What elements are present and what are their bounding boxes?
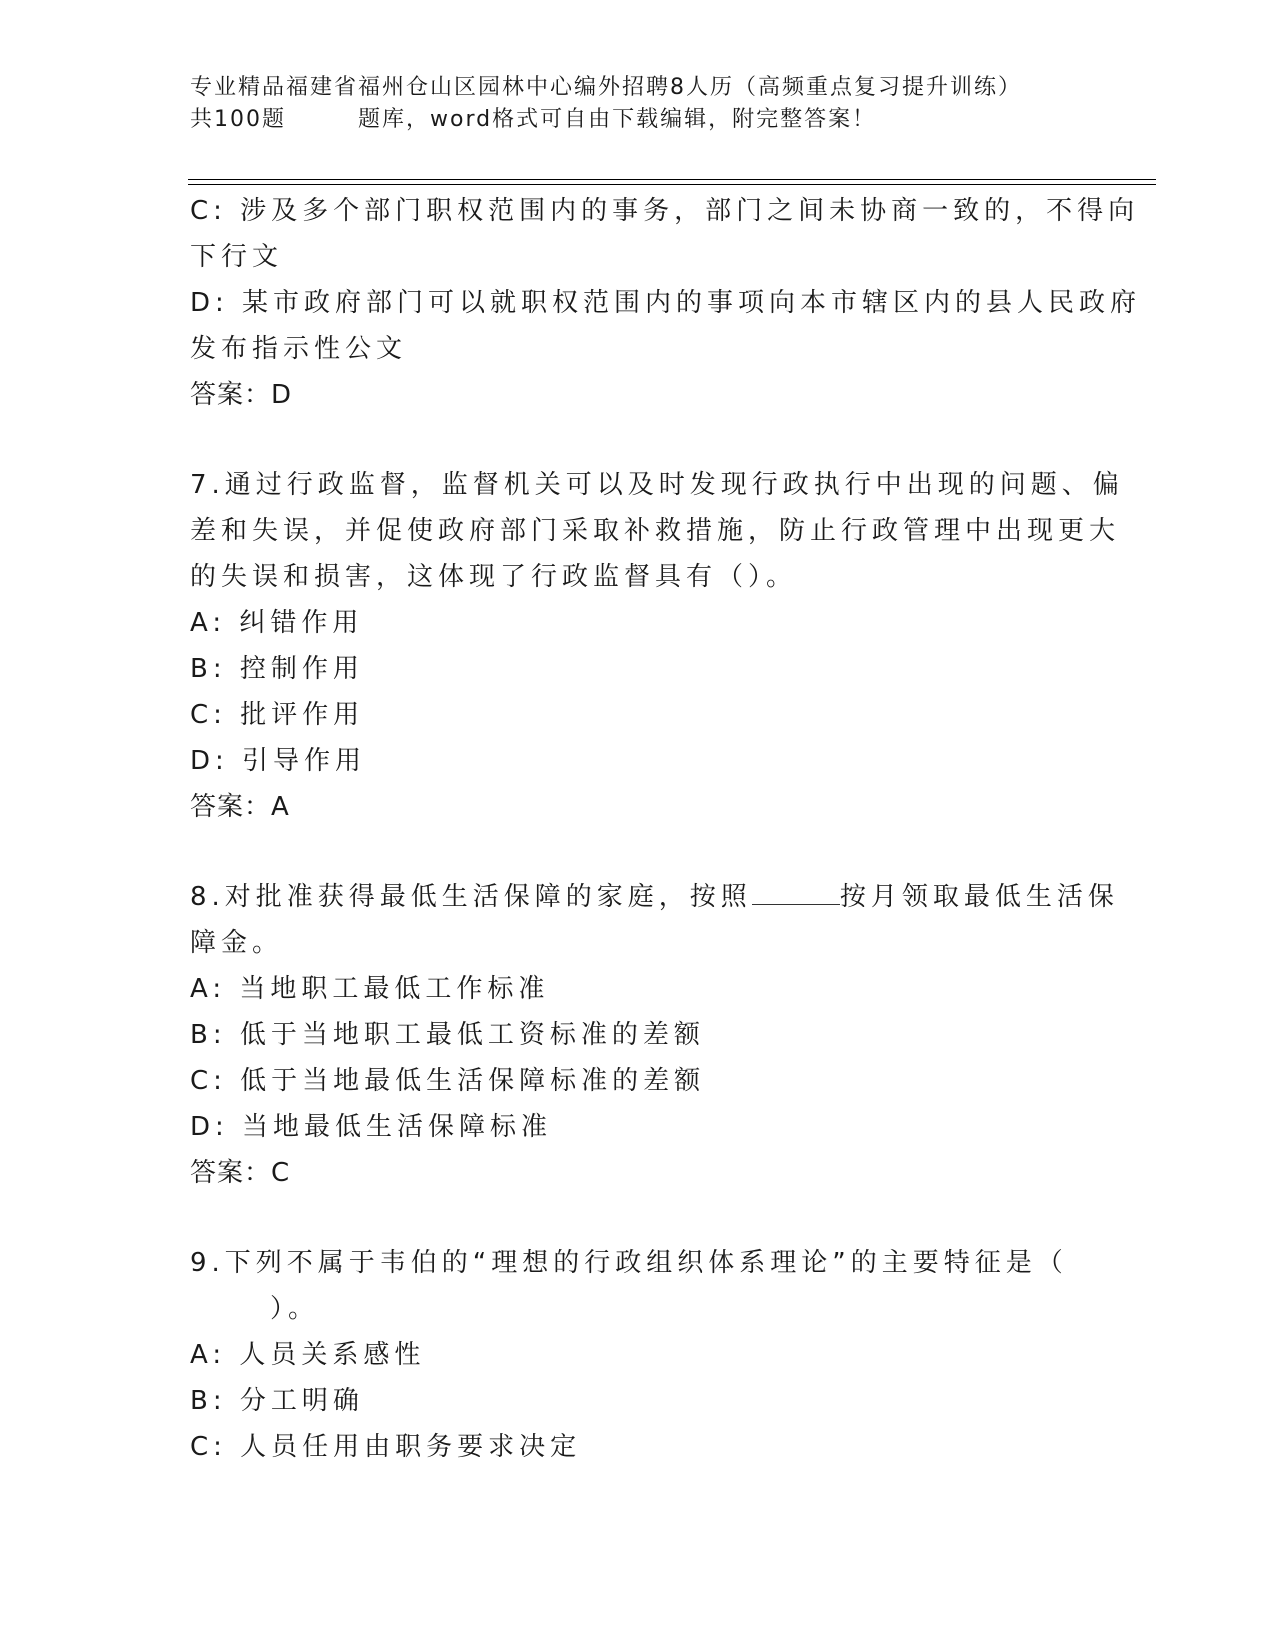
q6-option-d-line2: 发布指示性公文 <box>190 334 408 364</box>
q7-option-b: B: 控制作用 <box>190 654 364 684</box>
q7-option-c: C: 批评作用 <box>190 700 365 730</box>
header-title-line: 专业精品福建省福州仓山区园林中心编外招聘8人历（高频重点复习提升训练） <box>190 75 1022 100</box>
q9-option-a: A: 人员关系感性 <box>190 1340 426 1370</box>
q8-option-b: B: 低于当地职工最低工资标准的差额 <box>190 1020 705 1050</box>
q8-option-a: A: 当地职工最低工作标准 <box>190 974 550 1004</box>
q6-option-c-line1: C: 涉及多个部门职权范围内的事务，部门之间未协商一致的，不得向 <box>190 196 1140 226</box>
document-header <box>190 72 1150 136</box>
q8-option-c: C: 低于当地最低生活保障标准的差额 <box>190 1066 706 1096</box>
q7-stem-line2: 差和失误，并促使政府部门采取补救措施，防止行政管理中出现更大 <box>190 516 1121 546</box>
q8-stem-line2: 障金。 <box>190 928 284 958</box>
q6-option-d-line1: D: 某市政府部门可以就职权范围内的事项向本市辖区内的县人民政府 <box>190 288 1142 318</box>
fill-in-blank <box>752 876 840 905</box>
q7-stem-line1: 7.通过行政监督，监督机关可以及时发现行政执行中出现的问题、偏 <box>190 470 1124 500</box>
q6-answer: 答案：D <box>190 380 293 410</box>
q7-stem-line3: 的失误和损害，这体现了行政监督具有（）。 <box>190 562 798 592</box>
q9-stem-line2: ）。 <box>270 1294 320 1324</box>
q9-option-c: C: 人员任用由职务要求决定 <box>190 1432 582 1462</box>
q8-answer: 答案：C <box>190 1158 291 1188</box>
header-divider-thin <box>188 179 1156 180</box>
question-8 <box>190 874 1119 1196</box>
q8-stem-start: 8.对批准获得最低生活保障的家庭，按照 <box>190 882 752 912</box>
q9-stem-line1: 9.下列不属于韦伯的“理想的行政组织体系理论”的主要特征是（ <box>190 1248 1068 1278</box>
header-subtitle-line <box>190 104 1150 136</box>
question-list <box>190 188 1142 1470</box>
q8-option-d: D: 当地最低生活保障标准 <box>190 1112 553 1142</box>
q6-option-c-line2: 下行文 <box>190 242 284 272</box>
question-6 <box>190 188 1142 418</box>
q8-stem-line1 <box>190 874 1119 920</box>
header-format-note: 题库，word格式可自由下载编辑，附完整答案！ <box>358 107 877 132</box>
header-question-count: 共100题 <box>190 107 286 132</box>
q7-answer: 答案：A <box>190 792 290 822</box>
q8-stem-end: 按月领取最低生活保 <box>839 882 1119 912</box>
question-7 <box>190 462 1124 830</box>
header-divider-bottom <box>188 184 1156 185</box>
q7-option-d: D: 引导作用 <box>190 746 367 776</box>
q9-option-b: B: 分工明确 <box>190 1386 364 1416</box>
question-9 <box>190 1240 1090 1470</box>
q7-option-a: A: 纠错作用 <box>190 608 364 638</box>
